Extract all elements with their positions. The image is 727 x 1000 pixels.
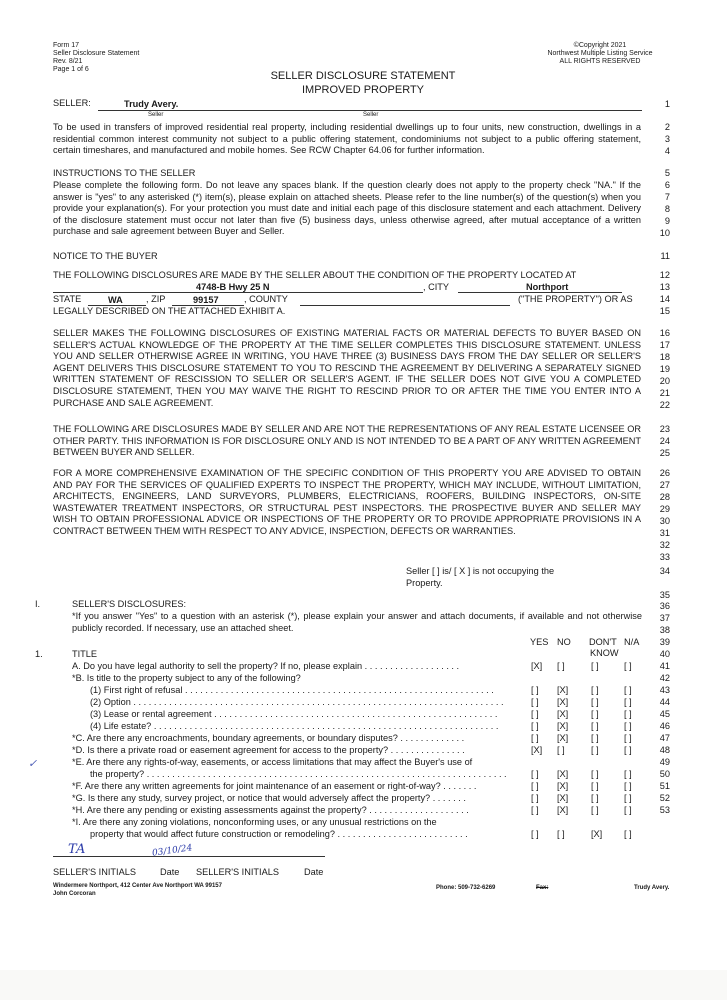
- seller-initials-label: SELLER'S INITIALS: [53, 867, 136, 877]
- question-label: A. Do you have legal authority to sell the property? If no, please explain . . . . . . . . . . . . . . . . . . .: [72, 661, 460, 671]
- line-number: 18: [659, 352, 670, 362]
- answer-dk-checkbox[interactable]: [ ]: [591, 745, 599, 755]
- answer-dk-checkbox[interactable]: [ ]: [591, 709, 599, 719]
- question-label: (1) First right of refusal . . . . . . . . . . . . . . . . . . . . . . . . . . . . . . . . . . . . . . . . . . . . . . . . . . . . . . . . . . . . .: [90, 685, 494, 695]
- line-number: 40: [659, 649, 670, 659]
- question-label: *F. Are there any written agreements for joint maintenance of an easement or right-of-way? . . . . . . .: [72, 781, 477, 791]
- answer-no-checkbox[interactable]: [X]: [557, 793, 569, 803]
- answer-dk-checkbox[interactable]: [ ]: [591, 769, 599, 779]
- question-label: (2) Option . . . . . . . . . . . . . . . . . . . . . . . . . . . . . . . . . . . . . . . . . . . . . . . . . . . . . . . . . . . . . . . . . . . . . . . . .: [90, 697, 504, 707]
- legal-description: LEGALLY DESCRIBED ON THE ATTACHED EXHIBIT A.: [53, 306, 286, 316]
- question-label: *E. Are there any rights-of-way, easements, or access limitations that may affect the Buyer's use of: [72, 757, 473, 767]
- answer-yes-checkbox[interactable]: [ ]: [531, 829, 539, 839]
- examination-paragraph: FOR A MORE COMPREHENSIVE EXAMINATION OF THE SPECIFIC CONDITION OF THIS PROPERTY YOU ARE ADVISED TO OBTAIN AND PAY FOR THE SERVICES OF QUALIFIED EXPERTS TO INSPECT THE PROPERTY, WHICH MAY INCLUDE, WITHOUT LIMITATION, ARCHITECTS, ENGINEERS, LAND SURVEYORS, PLUMBERS, ELECTRICIANS, ROOFERS, BUILDING INSPECTORS, ON-SITE WASTEWATER TREATMENT INSPECTORS, OR STRUCTURAL PEST INSPECTORS. THE PROSPECTIVE BUYER AND SELLER MAY WISH TO OBTAIN PROFESSIONAL ADVICE OR INSPECTIONS OF THE PROPERTY OR TO PROVIDE APPROPRIATE PROVISIONS IN A CONTRACT BETWEEN THEM WITH RESPECT TO ANY ADVICE, INSPECTION, DEFECTS OR WARRANTIES.: [53, 468, 641, 536]
- line-number: 26: [659, 468, 670, 478]
- answer-na-checkbox[interactable]: [ ]: [624, 721, 632, 731]
- line-number: 14: [659, 294, 670, 304]
- question-label: the property? . . . . . . . . . . . . . . . . . . . . . . . . . . . . . . . . . . . . . . . . . . . . . . . . . . . . . . . . . . . . . . . . . . . . . . .: [90, 769, 507, 779]
- initials-line: [53, 856, 325, 857]
- occupying-statement-2: Property.: [406, 578, 443, 588]
- question-label: *G. Is there any study, survey project, or notice that would adversely affect the property? . . . . . . .: [72, 793, 466, 803]
- checkmark-annotation: ✓: [28, 757, 38, 770]
- answer-yes-checkbox[interactable]: [X]: [531, 745, 543, 755]
- line-number: 35: [659, 590, 670, 600]
- line-number: 47: [659, 733, 670, 743]
- answer-no-checkbox[interactable]: [ ]: [557, 745, 565, 755]
- answer-na-checkbox[interactable]: [ ]: [624, 781, 632, 791]
- line-number: 22: [659, 400, 670, 410]
- question-label: (4) Life estate? . . . . . . . . . . . . . . . . . . . . . . . . . . . . . . . . . . . . . . . . . . . . . . . . . . . . . . . . . . . . . . . . . . . .: [90, 721, 499, 731]
- doc-subtitle: IMPROVED PROPERTY: [301, 84, 425, 96]
- line-number: 1: [664, 99, 670, 109]
- line-number: 32: [659, 540, 670, 550]
- office-address: Windermere Northport, 412 Center Ave Northport WA 99157: [53, 883, 222, 889]
- answer-yes-checkbox[interactable]: [ ]: [531, 793, 539, 803]
- line-number: 23: [659, 424, 670, 434]
- line-number: 43: [659, 685, 670, 695]
- handwritten-date[interactable]: 03/10/24: [151, 843, 193, 859]
- line-number: 7: [664, 192, 670, 202]
- answer-yes-checkbox[interactable]: [ ]: [531, 685, 539, 695]
- title-section-label: TITLE: [72, 649, 98, 659]
- the-property-label: ("THE PROPERTY") OR AS: [518, 294, 633, 304]
- form-revision: Rev. 8/21: [53, 58, 83, 65]
- line-number: 17: [659, 340, 670, 350]
- answer-na-checkbox[interactable]: [ ]: [624, 829, 632, 839]
- line-number: 39: [659, 637, 670, 647]
- col-na: N/A: [624, 637, 640, 647]
- answer-na-checkbox[interactable]: [ ]: [624, 769, 632, 779]
- answer-dk-checkbox[interactable]: [X]: [591, 829, 603, 839]
- date-label: Date: [160, 867, 180, 877]
- question-label: *I. Are there any zoning violations, nonconforming uses, or any unusual restrictions on the: [72, 817, 437, 827]
- answer-yes-checkbox[interactable]: [ ]: [531, 721, 539, 731]
- line-number: 27: [659, 480, 670, 490]
- line-number: 50: [659, 769, 670, 779]
- property-address[interactable]: 4748-B Hwy 25 N: [196, 282, 270, 292]
- city-label: , CITY: [423, 282, 450, 292]
- answer-yes-checkbox[interactable]: [ ]: [531, 805, 539, 815]
- form-number: Form 17: [53, 42, 80, 49]
- seller-name-line: [98, 110, 642, 111]
- line-number: 12: [659, 270, 670, 280]
- line-number: 29: [659, 504, 670, 514]
- answer-dk-checkbox[interactable]: [ ]: [591, 685, 599, 695]
- line-number: 19: [659, 364, 670, 374]
- line-number: 48: [659, 745, 670, 755]
- agent-name: John Corcoran: [53, 891, 96, 897]
- answer-yes-checkbox[interactable]: [X]: [531, 661, 543, 671]
- col-yes: YES: [530, 637, 549, 647]
- page-number: Page 1 of 6: [53, 66, 89, 73]
- disclosures-paragraph: THE FOLLOWING ARE DISCLOSURES MADE BY SELLER AND ARE NOT THE REPRESENTATIONS OF ANY REAL ESTATE LICENSEE OR OTHER PARTY. THIS INFORMATION IS FOR DISCLOSURE ONLY AND IS NOT INTENDED TO BE A PART OF ANY WRITTEN AGREEMENT BETWEEN BUYER AND SELLER.: [53, 424, 641, 458]
- question-label: property that would affect future construction or remodeling? . . . . . . . . . . . . . . . . . . . . . . . . . .: [90, 829, 468, 839]
- state-label: STATE: [53, 294, 82, 304]
- answer-dk-checkbox[interactable]: [ ]: [591, 781, 599, 791]
- line-number: 13: [659, 282, 670, 292]
- section-heading: SELLER'S DISCLOSURES:: [72, 599, 187, 609]
- city-line: [458, 292, 622, 293]
- line-number: 42: [659, 673, 670, 683]
- col-dont: DON'T: [589, 637, 617, 647]
- answer-no-checkbox[interactable]: [X]: [557, 733, 569, 743]
- property-intro: THE FOLLOWING DISCLOSURES ARE MADE BY THE SELLER ABOUT THE CONDITION OF THE PROPERTY LOCATED AT: [53, 270, 577, 280]
- fax: Fax:: [536, 885, 549, 891]
- property-zip[interactable]: 99157: [193, 295, 219, 305]
- phone: Phone: 509-732-6269: [436, 885, 496, 891]
- notice-heading: NOTICE TO THE BUYER: [53, 251, 158, 261]
- rights: ALL RIGHTS RESERVED: [559, 58, 641, 65]
- county-line: [300, 305, 510, 306]
- answer-dk-checkbox[interactable]: [ ]: [591, 721, 599, 731]
- line-number: 44: [659, 697, 670, 707]
- question-label: *D. Is there a private road or easement agreement for access to the property? . . . . . . . . . . . . . . .: [72, 745, 465, 755]
- answer-dk-checkbox[interactable]: [ ]: [591, 733, 599, 743]
- col-no: NO: [557, 637, 571, 647]
- answer-no-checkbox[interactable]: [X]: [557, 709, 569, 719]
- doc-title: SELLER DISCLOSURE STATEMENT: [270, 70, 456, 82]
- intro-paragraph: To be used in transfers of improved residential real property, including residential dwellings up to four units, new construction, dwellings in a residential common interest community not subject to a public offering statement, condominiums not subject to a public offering statement, certain timeshares, and manufactured and mobile homes. See RCW Chapter 64.06 for further information.: [53, 122, 641, 156]
- line-number: 30: [659, 516, 670, 526]
- answer-no-checkbox[interactable]: [ ]: [557, 829, 565, 839]
- col-know: KNOW: [590, 648, 619, 658]
- answer-yes-checkbox[interactable]: [ ]: [531, 697, 539, 707]
- seller-initials-label-2: SELLER'S INITIALS: [196, 867, 279, 877]
- line-number: 53: [659, 805, 670, 815]
- answer-yes-checkbox[interactable]: [ ]: [531, 733, 539, 743]
- line-number: 11: [660, 251, 670, 261]
- line-number: 15: [659, 306, 670, 316]
- answer-dk-checkbox[interactable]: [ ]: [591, 661, 599, 671]
- line-number: 4: [664, 146, 670, 156]
- line-number: 31: [659, 528, 670, 538]
- line-number: 33: [659, 552, 670, 562]
- line-number: 41: [659, 661, 670, 671]
- address-line: [53, 292, 423, 293]
- line-number: 46: [659, 721, 670, 731]
- line-number: 10: [659, 228, 670, 238]
- occupying-statement[interactable]: Seller [ ] is/ [ X ] is not occupying the: [406, 566, 555, 576]
- answer-na-checkbox[interactable]: [ ]: [624, 709, 632, 719]
- seller-caption-1: Seller: [148, 112, 164, 118]
- county-label: , COUNTY: [244, 294, 288, 304]
- handwritten-initials[interactable]: TA: [68, 842, 86, 857]
- form-name: Seller Disclosure Statement: [53, 50, 140, 57]
- line-number: 28: [659, 492, 670, 502]
- property-city[interactable]: Northport: [526, 282, 569, 292]
- instructions-paragraph: Please complete the following form. Do not leave any spaces blank. If the question clearly does not apply to the property check "NA." If the answer is "yes" to any asterisked (*) item(s), please explain on attached sheets. Please refer to the line number(s) of the question(s) when you provide your explanation(s). For your protection you must date and initial each page of this disclosure statement and each attachment. Delivery of the disclosure statement must occur not later than five (5) business days, unless otherwise agreed, after mutual acceptance of a written purchase and sale agreement between Buyer and Seller.: [53, 180, 641, 237]
- answer-no-checkbox[interactable]: [X]: [557, 685, 569, 695]
- zip-label: , ZIP: [146, 294, 166, 304]
- answer-no-checkbox[interactable]: [X]: [557, 697, 569, 707]
- answer-no-checkbox[interactable]: [X]: [557, 721, 569, 731]
- question-label: *C. Are there any encroachments, boundary agreements, or boundary disputes? . . . . . . . . . . . . .: [72, 733, 465, 743]
- line-number: 52: [659, 793, 670, 803]
- date-label-2: Date: [304, 867, 324, 877]
- answer-na-checkbox[interactable]: [ ]: [624, 685, 632, 695]
- answer-na-checkbox[interactable]: [ ]: [624, 697, 632, 707]
- question-label: (3) Lease or rental agreement . . . . . . . . . . . . . . . . . . . . . . . . . . . . . . . . . . . . . . . . . . . . . . . . . . . . . . . .: [90, 709, 498, 719]
- line-number: 8: [664, 204, 670, 214]
- answer-no-checkbox[interactable]: [X]: [557, 781, 569, 791]
- seller-caption-2: Seller: [363, 112, 379, 118]
- line-number: 25: [659, 448, 670, 458]
- line-number: 21: [659, 388, 670, 398]
- line-number: 34: [659, 566, 670, 576]
- line-number: 20: [659, 376, 670, 386]
- answer-na-checkbox[interactable]: [ ]: [624, 745, 632, 755]
- line-number: 38: [659, 625, 670, 635]
- line-number: 16: [659, 328, 670, 338]
- client-name: Trudy Avery.: [634, 885, 670, 891]
- answer-no-checkbox[interactable]: [X]: [557, 805, 569, 815]
- line-number: 6: [664, 180, 670, 190]
- answer-na-checkbox[interactable]: [ ]: [624, 733, 632, 743]
- seller-label: SELLER:: [53, 98, 91, 108]
- property-state[interactable]: WA: [108, 295, 123, 305]
- answer-dk-checkbox[interactable]: [ ]: [591, 793, 599, 803]
- instructions-heading: INSTRUCTIONS TO THE SELLER: [53, 168, 196, 178]
- line-number: 49: [659, 757, 670, 767]
- section-number: I.: [35, 599, 41, 609]
- line-number: 37: [659, 613, 670, 623]
- answer-no-checkbox[interactable]: [X]: [557, 769, 569, 779]
- line-number: 3: [664, 134, 670, 144]
- answer-dk-checkbox[interactable]: [ ]: [591, 805, 599, 815]
- line-number: 45: [659, 709, 670, 719]
- line-number: 2: [664, 122, 670, 132]
- answer-na-checkbox[interactable]: [ ]: [624, 805, 632, 815]
- question-label: *B. Is title to the property subject to any of the following?: [72, 673, 301, 683]
- line-number: 24: [659, 436, 670, 446]
- line-number: 36: [659, 601, 670, 611]
- copyright: ©Copyright 2021: [573, 42, 627, 49]
- answer-yes-checkbox[interactable]: [ ]: [531, 769, 539, 779]
- section-note: *If you answer "Yes" to a question with an asterisk (*), please explain your answer and attach documents, if available and not otherwise publicly recorded. If necessary, use an attached sheet.: [72, 611, 642, 633]
- answer-na-checkbox[interactable]: [ ]: [624, 661, 632, 671]
- answer-na-checkbox[interactable]: [ ]: [624, 793, 632, 803]
- line-number: 9: [664, 216, 670, 226]
- answer-no-checkbox[interactable]: [ ]: [557, 661, 565, 671]
- org-name: Northwest Multiple Listing Service: [547, 50, 653, 57]
- answer-yes-checkbox[interactable]: [ ]: [531, 709, 539, 719]
- answer-yes-checkbox[interactable]: [ ]: [531, 781, 539, 791]
- line-number: 51: [659, 781, 670, 791]
- material-facts-paragraph: SELLER MAKES THE FOLLOWING DISCLOSURES OF EXISTING MATERIAL FACTS OR MATERIAL DEFECTS TO BUYER BASED ON SELLER'S ACTUAL KNOWLEDGE OF THE PROPERTY AT THE TIME SELLER COMPLETES THIS DISCLOSURE STATEMENT. UNLESS YOU AND SELLER OTHERWISE AGREE IN WRITING, YOU HAVE THREE (3) BUSINESS DAYS FROM THE DAY SELLER OR SELLER'S AGENT DELIVERS THIS DISCLOSURE STATEMENT TO YOU TO RESCIND THE AGREEMENT BY DELIVERING A SEPARATELY SIGNED WRITTEN STATEMENT OF RESCISSION TO SELLER OR SELLER'S AGENT. IF THE SELLER DOES NOT GIVE YOU A COMPLETED DISCLOSURE STATEMENT, THEN YOU MAY WAIVE THE RIGHT TO RESCIND PRIOR TO OR AFTER THE TIME YOU ENTER INTO A PURCHASE AND SALE AGREEMENT.: [53, 328, 641, 408]
- seller-name[interactable]: Trudy Avery.: [124, 99, 179, 109]
- line-number: 5: [664, 168, 670, 178]
- question-label: *H. Are there any pending or existing assessments against the property? . . . . . . . . . . . . . . . . . . . .: [72, 805, 469, 815]
- answer-dk-checkbox[interactable]: [ ]: [591, 697, 599, 707]
- title-section-number: 1.: [35, 649, 43, 659]
